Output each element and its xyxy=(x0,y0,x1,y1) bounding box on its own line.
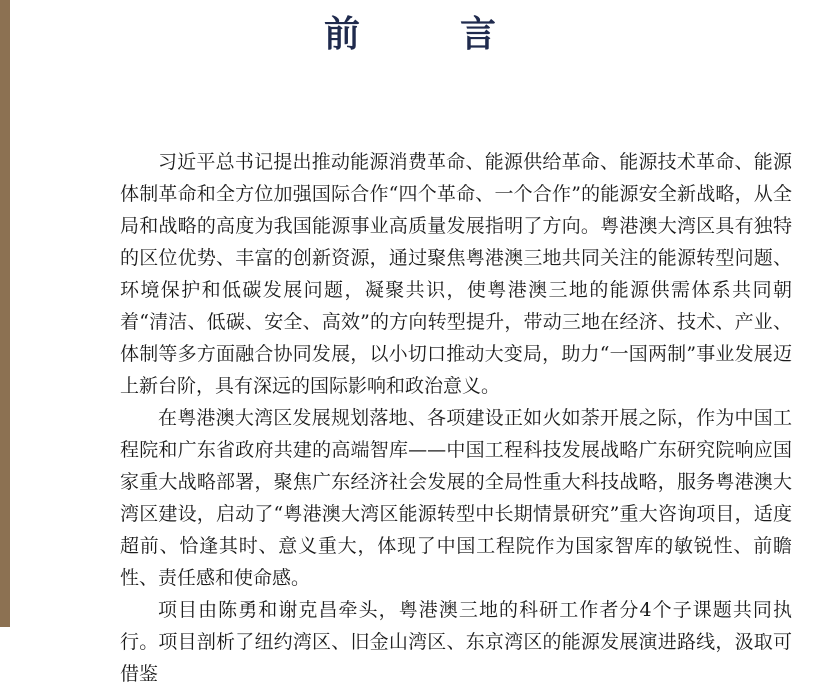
paragraph-3: 项目由陈勇和谢克昌牵头，粤港澳三地的科研工作者分4个子课题共同执行。项目剖析了纽约湾区、旧金山湾区、东京湾区的能源发展演进路线，汲取可借鉴 xyxy=(120,599,792,685)
page-title: 前 言 xyxy=(323,13,528,55)
page-body xyxy=(120,146,792,690)
page-spine-edge xyxy=(0,0,10,627)
paragraph-1: 习近平总书记提出推动能源消费革命、能源供给革命、能源技术革命、能源体制革命和全方位加强国际合作“四个革命、一个合作”的能源安全新战略，从全局和战略的高度为我国能源事业高质量发展指明了方向。粤港澳大湾区具有独特的区位优势、丰富的创新资源，通过聚焦粤港澳三地共同关注的能源转型问题、环境保护和低碳发展问题，凝聚共识，使粤港澳三地的能源供需体系共同朝着“清洁、低碳、安全、高效”的方向转型提升，带动三地在经济、技术、产业、体制等多方面融合协同发展，以小切口推动大变局，助力“一国两制”事业发展迈上新台阶，具有深远的国际影响和政治意义。 xyxy=(120,151,792,397)
paragraph-2: 在粤港澳大湾区发展规划落地、各项建设正如火如荼开展之际，作为中国工程院和广东省政府共建的高端智库——中国工程科技发展战略广东研究院响应国家重大战略部署，聚焦广东经济社会发展的全局性重大科技战略，服务粤港澳大湾区建设，启动了“粤港澳大湾区能源转型中长期情景研究”重大咨询项目，适度超前、恰逢其时、意义重大，体现了中国工程院作为国家智库的敏锐性、前瞻性、责任感和使命感。 xyxy=(120,407,792,589)
